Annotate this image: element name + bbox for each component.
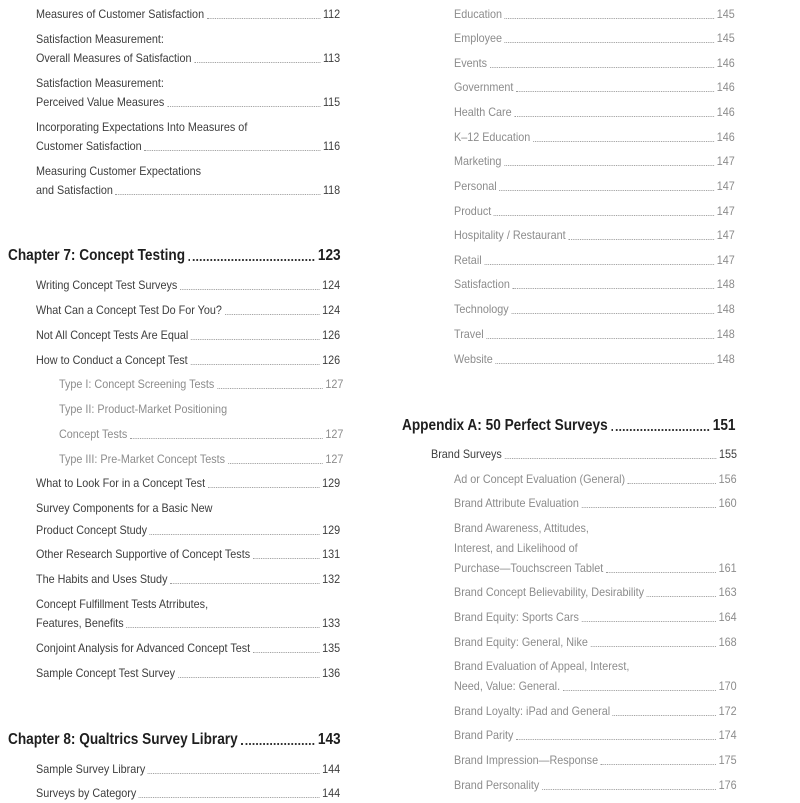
dot-leader — [150, 534, 320, 535]
toc-entry-label: K–12 Education — [454, 130, 531, 144]
toc-entry-label-line1: Measuring Customer Expectations — [36, 164, 202, 178]
toc-entry-label: Customer Satisfaction — [36, 139, 142, 153]
toc-entry-label: Brand Loyalty: iPad and General — [454, 704, 611, 718]
toc-entry-label: Type III: Pre-Market Concept Tests — [59, 452, 226, 466]
toc-page-number: 126 — [322, 353, 341, 367]
toc-entry-label: Brand Impression—Response — [454, 753, 599, 767]
toc-entry-label: Retail — [454, 253, 482, 267]
toc-entry[interactable] — [36, 181, 340, 200]
chapter-heading[interactable] — [8, 730, 341, 750]
dot-leader — [514, 116, 714, 117]
toc-page-number: 112 — [322, 7, 341, 21]
toc-page-number: 176 — [718, 778, 737, 792]
toc-entry-label: Brand Equity: Sports Cars — [454, 610, 579, 624]
toc-subentry[interactable] — [454, 776, 737, 795]
toc-entry-line — [36, 499, 340, 518]
toc-entry-label: Brand Surveys — [431, 447, 502, 461]
toc-entry-label: Technology — [454, 302, 509, 316]
dot-leader — [253, 558, 320, 559]
toc-entry-label-line1: Concept Fulfillment Tests Atrributes, — [36, 597, 209, 611]
toc-subentry[interactable] — [454, 608, 737, 627]
toc-entry-label: Product — [454, 204, 492, 218]
toc-entry-label: Sample Survey Library — [36, 762, 146, 776]
toc-entry[interactable] — [36, 301, 340, 320]
toc-subentry-line — [454, 539, 737, 558]
toc-entry-label: Health Care — [454, 105, 512, 119]
toc-page-number: 147 — [716, 179, 735, 193]
toc-page-number: 136 — [322, 666, 341, 680]
appendix-title: Appendix A: 50 Perfect Surveys — [402, 417, 608, 434]
dot-leader — [253, 652, 320, 653]
toc-subentry[interactable] — [454, 350, 735, 369]
toc-entry-label-line2: Interest, and Likelihood of — [454, 541, 578, 555]
toc-page-number: 115 — [322, 95, 341, 109]
toc-entry-label: Purchase—Touchscreen Tablet — [454, 561, 604, 575]
dot-leader — [170, 583, 319, 584]
toc-page-number: 147 — [716, 154, 735, 168]
toc-page-number: 161 — [718, 561, 737, 575]
toc-entry-label: and Satisfaction — [36, 183, 113, 197]
toc-page-number: 127 — [325, 427, 344, 441]
dot-leader — [178, 677, 320, 678]
toc-subentry[interactable] — [454, 300, 735, 319]
toc-page-number: 164 — [718, 610, 737, 624]
toc-page-number: 147 — [716, 228, 735, 242]
toc-page-number: 148 — [716, 277, 735, 291]
toc-page-number: 129 — [322, 523, 341, 537]
toc-subentry[interactable] — [454, 78, 735, 97]
toc-page-number: 144 — [322, 762, 341, 776]
toc-entry-label: Brand Attribute Evaluation — [454, 496, 579, 510]
dot-leader — [533, 141, 714, 142]
dot-leader — [148, 773, 320, 774]
toc-subentry[interactable] — [454, 251, 735, 270]
dot-leader — [582, 507, 716, 508]
toc-entry[interactable] — [36, 276, 340, 295]
appendix-heading[interactable] — [402, 416, 736, 436]
toc-subentry-line — [454, 519, 737, 538]
toc-page-number: 127 — [325, 452, 344, 466]
dot-leader — [194, 62, 320, 63]
chapter-page-number: 123 — [317, 247, 341, 264]
toc-entry[interactable] — [36, 474, 340, 493]
toc-subentry[interactable] — [59, 425, 343, 444]
chapter-page-number: 143 — [317, 731, 341, 748]
toc-entry-label: Sample Concept Test Survey — [36, 666, 176, 680]
dot-leader — [611, 429, 709, 431]
toc-page-number: 156 — [718, 472, 737, 486]
toc-entry-line — [36, 30, 340, 49]
chapter-heading[interactable] — [8, 246, 341, 266]
toc-subentry[interactable] — [454, 152, 735, 171]
toc-entry[interactable] — [36, 639, 340, 658]
toc-page-number: 132 — [322, 572, 341, 586]
toc-entry[interactable] — [431, 445, 737, 464]
toc-entry-label: Features, Benefits — [36, 616, 124, 630]
toc-entry-label: Ad or Concept Evaluation (General) — [454, 472, 626, 486]
toc-entry-label: How to Conduct a Concept Test — [36, 353, 188, 367]
toc-entry-label: Not All Concept Tests Are Equal — [36, 328, 189, 342]
appendix-page-number: 151 — [712, 417, 736, 434]
toc-entry-label: Education — [454, 7, 503, 21]
toc-entry[interactable] — [36, 521, 340, 540]
toc-subentry[interactable] — [454, 633, 737, 652]
toc-page-number: 160 — [718, 496, 737, 510]
dot-leader — [116, 194, 321, 195]
toc-entry-label: Brand Parity — [454, 728, 514, 742]
toc-entry[interactable] — [36, 326, 340, 345]
dot-leader — [542, 789, 716, 790]
toc-entry-label: Brand Personality — [454, 778, 540, 792]
toc-entry[interactable] — [36, 93, 340, 112]
dot-leader — [130, 438, 323, 439]
toc-subentry[interactable] — [454, 29, 735, 48]
dot-leader — [207, 18, 320, 19]
toc-subentry[interactable] — [454, 583, 737, 602]
toc-page-number: 148 — [716, 352, 735, 366]
toc-entry[interactable] — [36, 49, 340, 68]
toc-entry-label-line1: Type II: Product-Market Positioning — [59, 402, 228, 416]
toc-entry-label-line1: Satisfaction Measurement: — [36, 76, 164, 90]
toc-page-number: 129 — [322, 476, 341, 490]
dot-leader — [486, 338, 714, 339]
dot-leader — [582, 621, 716, 622]
dot-leader — [494, 215, 714, 216]
toc-page-number: 116 — [322, 139, 341, 153]
toc-subentry[interactable] — [454, 702, 737, 721]
toc-subentry[interactable] — [454, 677, 737, 696]
toc-entry-label: Hospitality / Restaurant — [454, 228, 566, 242]
toc-page-number: 124 — [322, 278, 341, 292]
toc-entry-label: Measures of Customer Satisfaction — [36, 7, 205, 21]
toc-page-number: 148 — [716, 302, 735, 316]
toc-page-number: 172 — [718, 704, 737, 718]
toc-entry-label: Employee — [454, 31, 503, 45]
dot-leader — [516, 91, 714, 92]
toc-page-number: 145 — [716, 7, 735, 21]
toc-entry[interactable] — [36, 784, 340, 803]
toc-page-number: 124 — [322, 303, 341, 317]
toc-page-number: 146 — [716, 130, 735, 144]
dot-leader — [490, 67, 714, 68]
toc-subentry[interactable] — [454, 325, 735, 344]
dot-leader — [613, 715, 716, 716]
toc-entry-label: The Habits and Uses Study — [36, 572, 168, 586]
toc-entry-label-line1: Brand Evaluation of Appeal, Interest, — [454, 659, 630, 673]
toc-entry-label-line1: Satisfaction Measurement: — [36, 32, 164, 46]
chapter-title: Chapter 7: Concept Testing — [8, 247, 186, 264]
toc-page-number: 146 — [716, 80, 735, 94]
toc-subentry[interactable] — [454, 275, 735, 294]
dot-leader — [568, 239, 714, 240]
toc-entry[interactable] — [36, 570, 340, 589]
toc-page-number: 174 — [718, 728, 737, 742]
dot-leader — [505, 458, 717, 459]
toc-entry-label-line1: Survey Components for a Basic New — [36, 501, 213, 515]
toc-subentry[interactable] — [59, 375, 343, 394]
toc-page-number: 118 — [322, 183, 341, 197]
toc-entry-label: Writing Concept Test Surveys — [36, 278, 178, 292]
toc-subentry[interactable] — [454, 5, 735, 24]
dot-leader — [228, 463, 323, 464]
toc-entry[interactable] — [36, 614, 340, 633]
dot-leader — [139, 797, 320, 798]
toc-page-number: 133 — [322, 616, 341, 630]
toc-entry-label: Conjoint Analysis for Advanced Concept Test — [36, 641, 251, 655]
dot-leader — [496, 363, 715, 364]
toc-page-number: 135 — [322, 641, 341, 655]
toc-entry-label: Need, Value: General. — [454, 679, 561, 693]
dot-leader — [563, 690, 716, 691]
toc-page-number: 148 — [716, 327, 735, 341]
toc-entry-label: Marketing — [454, 154, 502, 168]
dot-leader — [190, 364, 319, 365]
dot-leader — [126, 627, 319, 628]
toc-subentry[interactable] — [59, 450, 343, 469]
toc-entry-label: What to Look For in a Concept Test — [36, 476, 206, 490]
dot-leader — [504, 165, 714, 166]
toc-page-number: 170 — [718, 679, 737, 693]
toc-entry-label: Surveys by Category — [36, 786, 137, 800]
dot-leader — [505, 18, 714, 19]
toc-subentry[interactable] — [454, 559, 737, 578]
toc-entry-label: Concept Tests — [59, 427, 128, 441]
dot-leader — [191, 339, 319, 340]
dot-leader — [601, 764, 716, 765]
toc-entry-label-line1: Incorporating Expectations Into Measures of — [36, 120, 248, 134]
toc-entry[interactable] — [36, 5, 340, 24]
toc-subentry[interactable] — [454, 128, 735, 147]
toc-entry-line — [36, 162, 340, 181]
toc-page-number: 145 — [716, 31, 735, 45]
toc-page-number: 163 — [718, 585, 737, 599]
dot-leader — [208, 487, 320, 488]
dot-leader — [505, 42, 714, 43]
toc-entry-label: Type I: Concept Screening Tests — [59, 377, 215, 391]
toc-entry-label: What Can a Concept Test Do For You? — [36, 303, 222, 317]
dot-leader — [647, 596, 716, 597]
dot-leader — [513, 288, 715, 289]
dot-leader — [225, 314, 320, 315]
toc-entry-label: Brand Concept Believability, Desirability — [454, 585, 645, 599]
dot-leader — [241, 743, 314, 745]
toc-subentry[interactable] — [454, 202, 735, 221]
toc-subentry[interactable] — [454, 177, 735, 196]
toc-entry[interactable] — [36, 351, 340, 370]
toc-entry-label: Perceived Value Measures — [36, 95, 165, 109]
dot-leader — [591, 646, 716, 647]
toc-entry-label-line1: Brand Awareness, Attitudes, — [454, 521, 589, 535]
toc-page-number: 146 — [716, 105, 735, 119]
toc-subentry[interactable] — [454, 470, 737, 489]
toc-page-number: 113 — [322, 51, 341, 65]
toc-entry-line — [36, 595, 340, 614]
toc-subentry[interactable] — [454, 54, 735, 73]
toc-page-number: 146 — [716, 56, 735, 70]
toc-entry[interactable] — [36, 664, 340, 683]
toc-entry-line — [36, 74, 340, 93]
toc-entry-label: Brand Equity: General, Nike — [454, 635, 588, 649]
toc-page-number: 147 — [716, 204, 735, 218]
toc-page-number: 144 — [322, 786, 341, 800]
toc-entry-label: Product Concept Study — [36, 523, 148, 537]
toc-entry-label: Travel — [454, 327, 484, 341]
toc-page-number: 155 — [718, 447, 737, 461]
toc-entry-label: Personal — [454, 179, 497, 193]
dot-leader — [217, 388, 323, 389]
toc-entry[interactable] — [36, 137, 340, 156]
toc-subentry[interactable] — [454, 226, 735, 245]
toc-entry-label: Overall Measures of Satisfaction — [36, 51, 192, 65]
dot-leader — [189, 259, 315, 261]
toc-page-number: 126 — [322, 328, 341, 342]
toc-page-number: 168 — [718, 635, 737, 649]
dot-leader — [628, 483, 716, 484]
dot-leader — [484, 264, 714, 265]
toc-entry[interactable] — [36, 760, 340, 779]
toc-subentry[interactable] — [454, 751, 737, 770]
dot-leader — [499, 190, 714, 191]
toc-subentry[interactable] — [454, 103, 735, 122]
toc-entry[interactable] — [36, 545, 340, 564]
dot-leader — [144, 150, 320, 151]
toc-subentry[interactable] — [454, 494, 737, 513]
toc-subentry[interactable] — [454, 726, 737, 745]
toc-entry-label: Website — [454, 352, 493, 366]
toc-page-number: 131 — [322, 547, 341, 561]
dot-leader — [180, 289, 319, 290]
toc-entry-label: Other Research Supportive of Concept Tests — [36, 547, 251, 561]
toc-entry-label: Satisfaction — [454, 277, 510, 291]
toc-page-number: 127 — [325, 377, 344, 391]
toc-page-number: 175 — [718, 753, 737, 767]
toc-page-number: 147 — [716, 253, 735, 267]
toc-subentry-line — [454, 657, 737, 676]
chapter-title: Chapter 8: Qualtrics Survey Library — [8, 731, 238, 748]
dot-leader — [606, 572, 716, 573]
toc-entry-line — [36, 118, 340, 137]
dot-leader — [167, 106, 320, 107]
toc-entry-label: Events — [454, 56, 488, 70]
dot-leader — [511, 313, 714, 314]
toc-entry-label: Government — [454, 80, 514, 94]
toc-subentry-line — [59, 400, 343, 419]
dot-leader — [516, 739, 716, 740]
